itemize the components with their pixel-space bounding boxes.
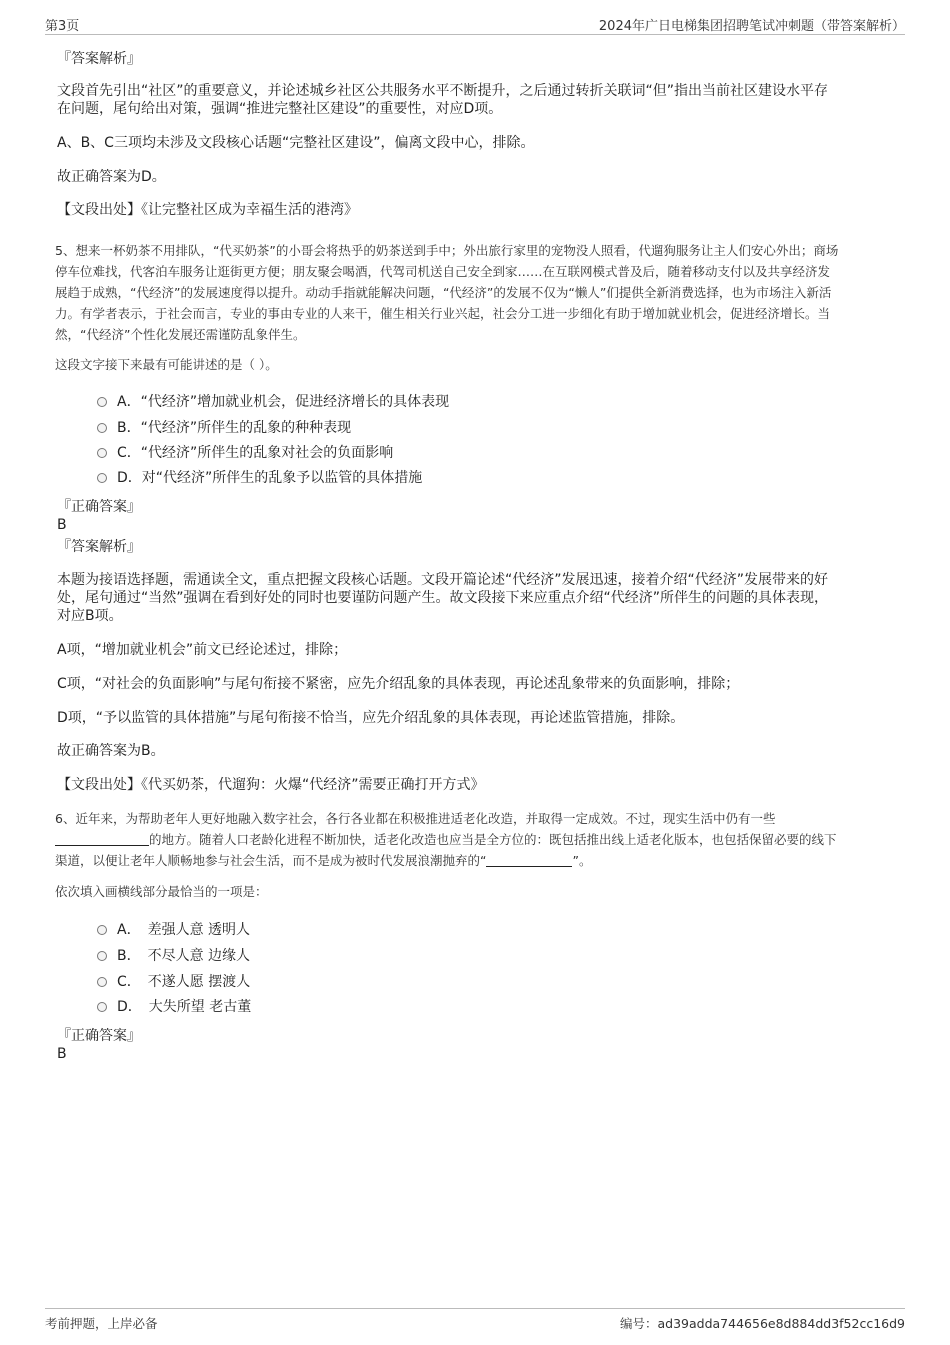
- q6-blank-2[interactable]: [486, 854, 572, 867]
- q6-answer-label: 『正确答案』: [57, 1028, 141, 1044]
- q5-analysis-line-1: 本题为接语选择题，需通读全文，重点把握文段核心话题。文段开篇论述“代经济”发展迅速，接着介绍“代经济”发展带来的好: [57, 572, 829, 588]
- q5-stem-line-3: 展趋于成熟，“代经济”的发展速度得以提升。动动手指就能解决问题，“代经济”的发展不仅为“懒人”们提供全新消费选择，也为市场注入新活: [55, 285, 832, 300]
- q5-stem-line-4: 力。有学者表示，于社会而言，专业的事由专业的人来干，催生相关行业兴起，社会分工进一步细化有助于增加就业机会，促进经济增长。当: [55, 306, 831, 321]
- radio-button-icon[interactable]: [97, 925, 107, 935]
- q6-option-b-label: B． 不尽人意 边缘人: [117, 948, 251, 964]
- q6-stem-line-3-text: 渠道，以便让老年人顺畅地参与社会生活，而不是成为被时代发展浪潮抛弃的“: [55, 853, 487, 868]
- q5-option-b[interactable]: [97, 419, 351, 437]
- radio-button-icon[interactable]: [97, 448, 107, 458]
- q5-analysis-a: A项，“增加就业机会”前文已经论述过，排除；: [57, 642, 348, 658]
- q5-option-a-label: A．“代经济”增加就业机会，促进经济增长的具体表现: [117, 394, 450, 410]
- q6-option-d-label: D． 大失所望 老古董: [117, 999, 252, 1015]
- page-header: [45, 12, 905, 35]
- q5-analysis-label: 『答案解析』: [57, 539, 141, 555]
- q6-option-d[interactable]: [97, 998, 251, 1016]
- q4-analysis-label: 『答案解析』: [57, 51, 141, 67]
- q6-blank-1[interactable]: [55, 833, 149, 846]
- q5-answer-label: 『正确答案』: [57, 499, 141, 515]
- q6-option-a-label: A． 差强人意 透明人: [117, 922, 251, 938]
- q6-answer: B: [57, 1046, 67, 1062]
- q5-stem-line-1: 5、想来一杯奶茶不用排队，“代买奶茶”的小哥会将热乎的奶茶送到手中；外出旅行家里的宠物没人照看，代遛狗服务让主人们安心外出；商场: [55, 243, 839, 258]
- q5-option-b-label: B．“代经济”所伴生的乱象的种种表现: [117, 420, 352, 436]
- q4-conclusion: 故正确答案为D。: [57, 169, 166, 185]
- q6-stem-line-2-text: 的地方。随着人口老龄化进程不断加快，适老化改造也应当是全方位的：既包括推出线上适老化版本，也包括保留必要的线下: [149, 832, 837, 847]
- page-number: 第3页: [45, 19, 80, 34]
- q5-option-c[interactable]: [97, 444, 393, 462]
- radio-button-icon[interactable]: [97, 423, 107, 433]
- q6-stem-line-3-end: ”。: [572, 853, 592, 868]
- q4-analysis-line-2: 在问题，尾句给出对策，强调“推进完整社区建设”的重要性，对应D项。: [57, 101, 503, 117]
- q5-option-a[interactable]: [97, 393, 449, 411]
- q5-analysis-line-2: 处，尾句通过“当然”强调在看到好处的同时也要谨防问题产生。故文段接下来应重点介绍“代经济”所伴生的问题的具体表现，: [57, 590, 829, 606]
- q5-conclusion: 故正确答案为B。: [57, 743, 165, 759]
- q5-analysis-d: D项，“予以监管的具体措施”与尾句衔接不恰当，应先介绍乱象的具体表现，再论述监管措施，排除。: [57, 710, 685, 726]
- radio-button-icon[interactable]: [97, 977, 107, 987]
- document-code: 编号：ad39adda744656e8d884dd3f52cc16d9: [619, 1316, 905, 1331]
- q5-analysis-line-3: 对应B项。: [57, 608, 123, 624]
- q6-stem-line-2: [55, 829, 837, 850]
- document-title: 2024年广日电梯集团招聘笔试冲刺题（带答案解析）: [598, 19, 905, 34]
- q6-stem-line-3: [55, 850, 591, 871]
- q5-option-d[interactable]: [97, 469, 422, 487]
- radio-button-icon[interactable]: [97, 397, 107, 407]
- q4-analysis-abc: A、B、C三项均未涉及文段核心话题“完整社区建设”，偏离文段中心，排除。: [57, 135, 535, 151]
- q6-option-c[interactable]: [97, 973, 250, 991]
- page-footer: [45, 1308, 905, 1333]
- q5-stem-line-2: 停车位难找，代客泊车服务让逛街更方便；朋友聚会喝酒，代驾司机送自己安全到家……在互联网模式普及后，随着移动支付以及共享经济发: [55, 264, 831, 279]
- radio-button-icon[interactable]: [97, 951, 107, 961]
- q6-option-a[interactable]: [97, 921, 250, 939]
- radio-button-icon[interactable]: [97, 473, 107, 483]
- q4-analysis-line-1: 文段首先引出“社区”的重要意义，并论述城乡社区公共服务水平不断提升，之后通过转折关联词“但”指出当前社区建设水平存: [57, 83, 829, 99]
- q5-option-c-label: C．“代经济”所伴生的乱象对社会的负面影响: [117, 445, 394, 461]
- q4-source: 【文段出处】《让完整社区成为幸福生活的港湾》: [57, 202, 358, 218]
- q6-option-c-label: C． 不遂人愿 摆渡人: [117, 974, 251, 990]
- q5-stem-line-5: 然，“代经济”个性化发展还需谨防乱象伴生。: [55, 327, 306, 342]
- q6-question: 依次填入画横线部分最恰当的一项是：: [55, 884, 268, 899]
- q5-analysis-c: C项，“对社会的负面影响”与尾句衔接不紧密，应先介绍乱象的具体表现，再论述乱象带来的负面影响，排除；: [57, 676, 740, 692]
- footer-slogan: 考前押题，上岸必备: [45, 1316, 158, 1331]
- q5-option-d-label: D．对“代经济”所伴生的乱象予以监管的具体措施: [117, 470, 423, 486]
- q5-answer: B: [57, 517, 67, 533]
- radio-button-icon[interactable]: [97, 1002, 107, 1012]
- q5-question: 这段文字接下来最有可能讲述的是（ ）。: [55, 357, 278, 372]
- q6-option-b[interactable]: [97, 947, 250, 965]
- q5-source: 【文段出处】《代买奶茶，代遛狗：火爆“代经济”需要正确打开方式》: [57, 777, 485, 793]
- q6-stem-line-1: 6、近年来，为帮助老年人更好地融入数字社会，各行各业都在积极推进适老化改造，并取得一定成效。不过，现实生活中仍有一些: [55, 811, 776, 826]
